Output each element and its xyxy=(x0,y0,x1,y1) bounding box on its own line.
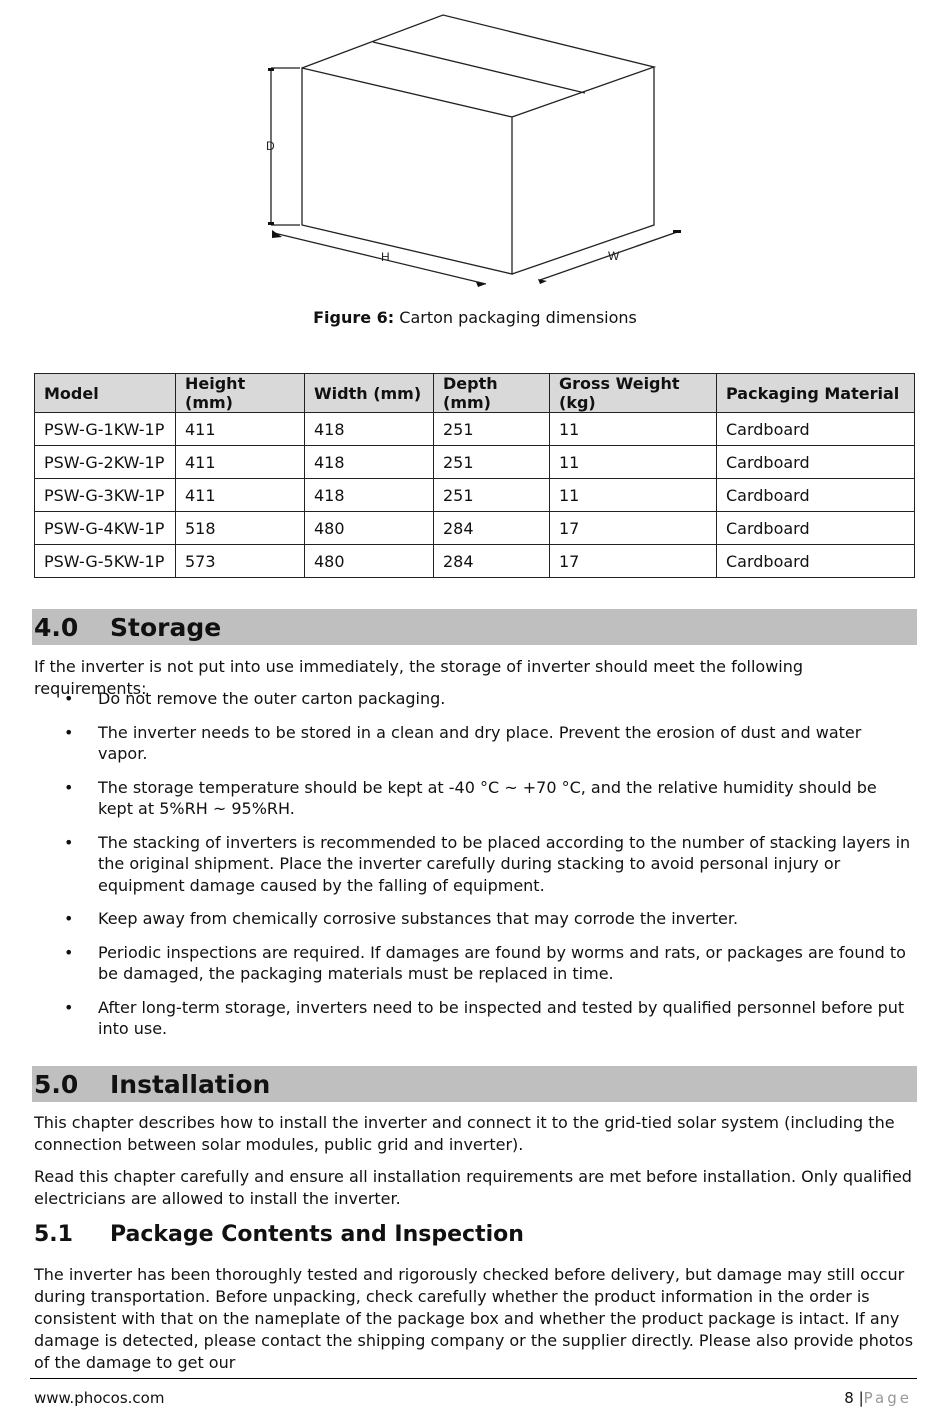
table-cell: 251 xyxy=(434,446,550,479)
figure-caption xyxy=(0,308,950,327)
page-word: Page xyxy=(863,1389,912,1407)
table-cell: 418 xyxy=(305,479,434,512)
footer-website: www.phocos.com xyxy=(34,1389,165,1407)
table-cell: 11 xyxy=(550,413,717,446)
table-header: Packaging Material xyxy=(717,374,915,413)
table-row xyxy=(35,512,915,545)
list-item: • Keep away from chemically corrosive substances that may corrode the inverter. xyxy=(34,908,914,930)
section-number: 5.0 xyxy=(34,1070,79,1099)
table-cell: Cardboard xyxy=(717,545,915,578)
table-row xyxy=(35,545,915,578)
height-label: H xyxy=(381,250,390,264)
table-header: Width (mm) xyxy=(305,374,434,413)
width-label: W xyxy=(608,249,620,263)
table-header: Gross Weight (kg) xyxy=(550,374,717,413)
table-cell: 284 xyxy=(434,512,550,545)
section-title: Storage xyxy=(110,613,222,642)
table-cell: 284 xyxy=(434,545,550,578)
page-number: 8 xyxy=(844,1389,854,1407)
table-cell: Cardboard xyxy=(717,413,915,446)
subsection-title: Package Contents and Inspection xyxy=(110,1222,524,1247)
table-header: Height (mm) xyxy=(176,374,305,413)
list-item: • The storage temperature should be kept at -40 °C ~ +70 °C, and the relative humidity should be kept at 5%RH ~ 95%RH. xyxy=(34,777,914,820)
table-header: Depth (mm) xyxy=(434,374,550,413)
table-cell: PSW-G-1KW-1P xyxy=(35,413,176,446)
section-title: Installation xyxy=(110,1070,271,1099)
table-cell: 251 xyxy=(434,413,550,446)
table-header: Model xyxy=(35,374,176,413)
table-cell: PSW-G-4KW-1P xyxy=(35,512,176,545)
table-cell: 418 xyxy=(305,413,434,446)
table-cell: 17 xyxy=(550,512,717,545)
table-cell: 418 xyxy=(305,446,434,479)
list-item: • The stacking of inverters is recommended to be placed according to the number of stacking layers in the original shipment. Place the inverter carefully during stacking to avoid personal injury or equipment damage caused by the falling of equipment. xyxy=(34,832,914,897)
table-cell: PSW-G-2KW-1P xyxy=(35,446,176,479)
table-cell: 573 xyxy=(176,545,305,578)
table-cell: 17 xyxy=(550,545,717,578)
depth-label: D xyxy=(266,139,275,153)
table-cell: 480 xyxy=(305,512,434,545)
section-heading-storage xyxy=(32,609,917,645)
table-cell: 411 xyxy=(176,446,305,479)
list-item: • Periodic inspections are required. If damages are found by worms and rats, or packages are found to be damaged, the packaging materials must be replaced in time. xyxy=(34,942,914,985)
subsection-heading-package xyxy=(34,1222,524,1247)
packaging-dimensions-table xyxy=(34,373,915,578)
installation-paragraph: This chapter describes how to install the inverter and connect it to the grid-tied solar system (including the connection between solar modules, public grid and inverter). xyxy=(34,1113,895,1154)
footer-page-indicator xyxy=(844,1389,912,1407)
list-item: • Do not remove the outer carton packaging. xyxy=(34,688,914,710)
table-cell: 11 xyxy=(550,446,717,479)
table-cell: 480 xyxy=(305,545,434,578)
footer-divider xyxy=(30,1378,917,1379)
table-cell: 411 xyxy=(176,413,305,446)
table-row xyxy=(35,413,915,446)
storage-intro: If the inverter is not put into use immediately, the storage of inverter should meet the following requirements: xyxy=(34,657,804,698)
list-item: • The inverter needs to be stored in a clean and dry place. Prevent the erosion of dust and water vapor. xyxy=(34,722,914,765)
section-heading-installation xyxy=(32,1066,917,1102)
figure-caption-label: Figure 6: xyxy=(313,308,395,327)
table-cell: Cardboard xyxy=(717,479,915,512)
table-cell: PSW-G-3KW-1P xyxy=(35,479,176,512)
storage-requirements-list xyxy=(34,688,914,1052)
package-paragraph: The inverter has been thoroughly tested and rigorously checked before delivery, but damage may still occur during transportation. Before unpacking, check carefully whether the product information in the order is consistent with that on the nameplate of the package box and whether the product package is intact. If any damage is detected, please contact the shipping company or the supplier directly. Please also provide photos of the damage to get our xyxy=(34,1265,914,1372)
table-header-row xyxy=(35,374,915,413)
table-cell: Cardboard xyxy=(717,446,915,479)
page-separator: | xyxy=(858,1389,864,1407)
table-cell: 11 xyxy=(550,479,717,512)
table-row xyxy=(35,446,915,479)
list-item: • After long-term storage, inverters need to be inspected and tested by qualified personnel before put into use. xyxy=(34,997,914,1040)
installation-paragraph: Read this chapter carefully and ensure all installation requirements are met before installation. Only qualified electricians are allowed to install the inverter. xyxy=(34,1167,912,1208)
table-row xyxy=(35,479,915,512)
table-cell: 518 xyxy=(176,512,305,545)
section-number: 4.0 xyxy=(34,613,79,642)
subsection-number: 5.1 xyxy=(34,1222,73,1247)
table-cell: 411 xyxy=(176,479,305,512)
table-cell: Cardboard xyxy=(717,512,915,545)
table-cell: 251 xyxy=(434,479,550,512)
carton-dimensions-figure xyxy=(250,8,700,298)
table-cell: PSW-G-5KW-1P xyxy=(35,545,176,578)
figure-caption-text: Carton packaging dimensions xyxy=(399,308,637,327)
